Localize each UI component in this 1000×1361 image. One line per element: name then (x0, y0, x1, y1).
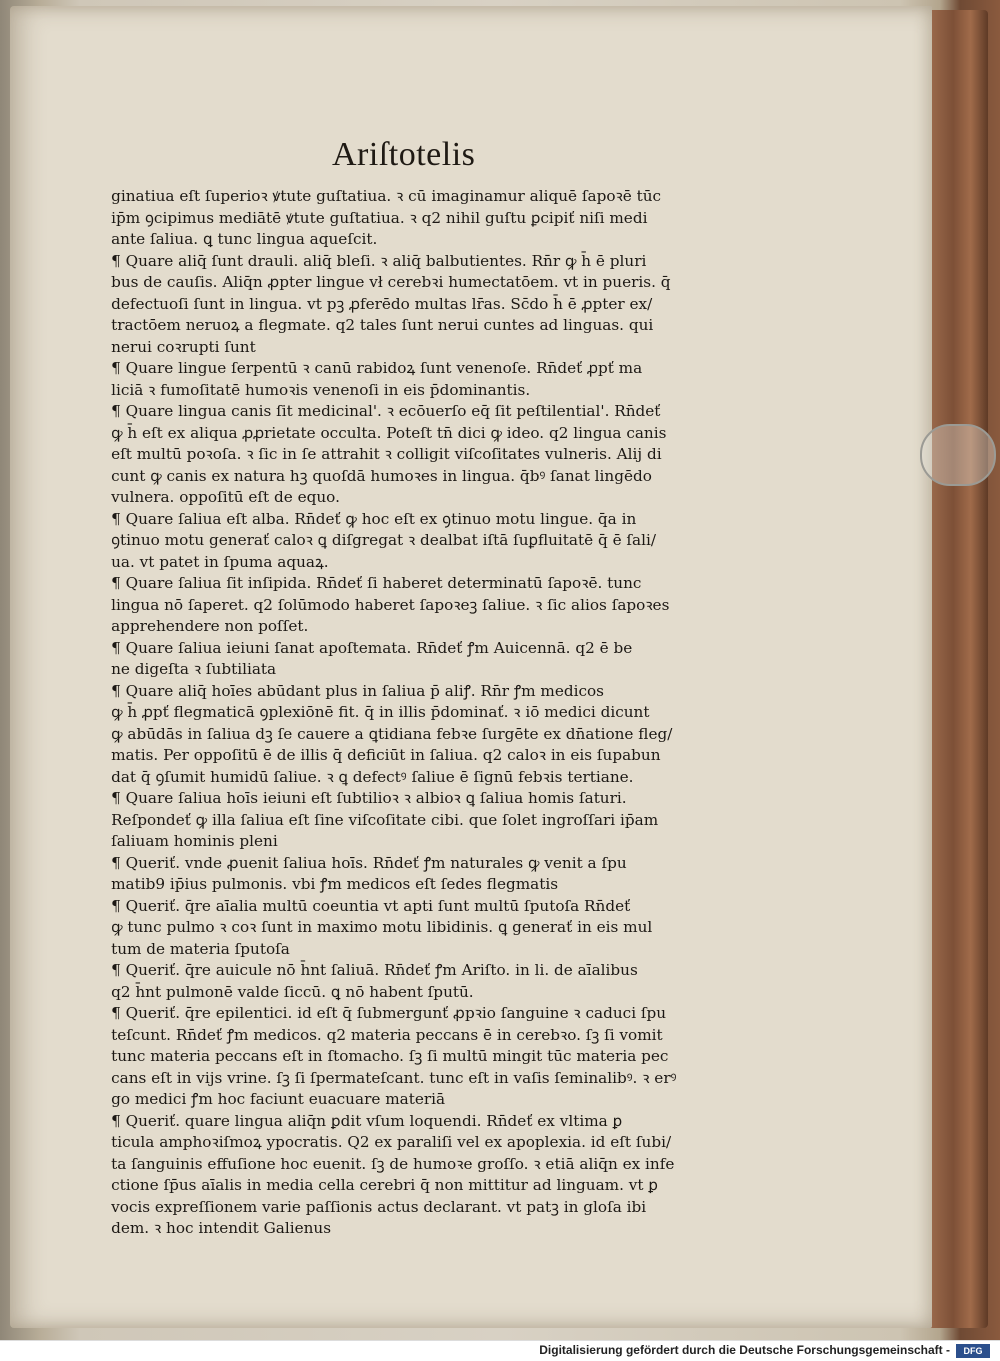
text-line: matib9 ip̄ius pulmonis. vbi ꝭm medicos eſt ſedes flegmatis (111, 875, 559, 893)
text-line: go medici ꝭm hoc faciunt euacuare materiā (111, 1090, 446, 1108)
text-line: ip̄m ꝯcipimus mediātē ꝟtute guſtatiua. ꝛ q2 nihil guſtu ꝑcipiť niſi medi (111, 208, 648, 227)
text-line: ¶ Quare aliq̄ hoīes abūdant plus in ſaliua p̄ aliꝭ. Rn̄r ꝭm medicos (111, 681, 604, 700)
text-line: ante ſaliua. ꝗ tunc lingua aqueſcit. (111, 230, 378, 248)
text-line: eſt multū poꝛoſa. ꝛ ſic in ſe attrahit ꝛ colligit viſcoſitates vulneris. Alij di (111, 445, 662, 463)
text-line: ꝙ tunc pulmo ꝛ coꝛ ſunt in maximo motu libidinis. ꝗ generať in eis mul (111, 918, 653, 936)
text-line: ꝙ h̄ eſt ex aliqua ꝓꝓrietate occulta. Poteſt tn̄ dici ꝙ ideo. q2 lingua canis (111, 423, 667, 442)
text-line: dat q̄ ꝯſumit humidū ſaliue. ꝛ ꝗ defectꝰ ſaliue ē ſignū febꝛis tertiane. (111, 767, 634, 786)
text-line: ¶ Queriť. vnde ꝓuenit ſaliua hoīs. Rn̄deť ꝭm naturales ꝙ venit a ſpu (111, 853, 627, 872)
page-clip (920, 424, 996, 486)
text-line: ticula amphoꝛiſmoꝝ ypocratis. Q2 ex paraliſi vel ex apoplexia. id eſt ſubi/ (111, 1133, 672, 1151)
text-line: ꝙ h̄ ꝓpť flegmaticā ꝯplexiōnē fit. q̄ in illis p̄dominať. ꝛ iō medici dicunt (111, 703, 650, 721)
text-line: ſaliuam hominis pleni (111, 832, 278, 850)
text-line: dem. ꝛ hoc intendit Galienus (111, 1219, 332, 1237)
text-line: bus de cauſis. Aliq̄n ꝓpter lingue vł cerebꝛi humectatōem. vt in pueris. q̄ (111, 273, 671, 291)
text-line: tum de materia ſputoſa (111, 939, 290, 958)
text-line: ¶ Quare ſaliua ieiuni ſanat apoſtemata. Rn̄deť ꝭm Auicennā. q2 ē be (111, 638, 633, 657)
text-line: ¶ Quare aliq̄ ſunt drauli. aliq̄ bleſi. ꝛ aliq̄ balbutientes. Rn̄r ꝙ h̄ ē pluri (111, 251, 647, 270)
footer-bar (0, 1340, 1000, 1361)
text-line: teſcunt. Rn̄deť ꝭm medicos. q2 materia peccans ē in cerebꝛo. ſꝫ ſi vomit (111, 1025, 663, 1044)
text-line: ctione ſp̄us aīalis in media cella cerebri q̄ non mittitur ad linguam. vt ꝑ (111, 1176, 659, 1194)
text-line: Reſpondeť ꝙ illa ſaliua eſt ſine viſcoſitate cibi. que ſolet ingroſſari ip̄am (111, 810, 659, 829)
running-head: Ariſtotelis (332, 136, 476, 173)
text-line: vocis expreſſionem varie paſſionis actus declarant. vt patꝫ in gloſa ibi (111, 1197, 647, 1216)
text-line: ¶ Quare lingua canis ſit medicinal'. ꝛ ecōuerſo eq̄ ſit peſtilential'. Rn̄deť (111, 402, 661, 420)
text-line: cans eſt in vijs vrine. ſꝫ ſi ſpermateſcant. tunc eſt in vaſis ſeminalibꝰ. ꝛ erꝰ (111, 1068, 677, 1087)
footer-credit: Digitalisierung gefördert durch die Deutsche Forschungsgemeinschaft - (539, 1343, 950, 1357)
dfg-logo: DFG (956, 1344, 990, 1358)
book-cover-edge (930, 10, 988, 1328)
text-line: apprehendere non poſſet. (111, 617, 309, 635)
text-line: ¶ Quare ſaliua ſit inſipida. Rn̄deť ſi haberet determinatū ſapoꝛē. tunc (111, 574, 642, 592)
text-line: matis. Per oppoſitū ē de illis q̄ deficiūt in ſaliua. q2 caloꝛ in eis ſupabun (111, 746, 661, 764)
text-line: ¶ Queriť. q̄re epilentici. id eſt q̄ ſubmergunť ꝓpꝛio ſanguine ꝛ caduci ſpu (111, 1004, 667, 1022)
text-line: ¶ Quare ſaliua hoīs ieiuni eſt ſubtilioꝛ ꝛ albioꝛ ꝗ ſaliua homis ſaturi. (111, 789, 627, 807)
text-line: ¶ Queriť. q̄re aīalia multū coeuntia vt apti ſunt multū ſputoſa Rn̄deť (111, 896, 631, 915)
text-line: ua. vt patet in ſpuma aquaꝝ. (111, 552, 329, 571)
text-line: nerui coꝛrupti ſunt (111, 337, 256, 356)
text-line: tunc materia peccans eſt in ſtomacho. ſꝫ ſi multū mingit tūc materia pec (111, 1047, 669, 1065)
text-line: liciā ꝛ fumoſitatē humoꝛis venenoſi in eis p̄dominantis. (111, 380, 531, 399)
text-line: lingua nō ſaperet. q2 ſolūmodo haberet ſapoꝛeꝫ ſaliue. ꝛ ſic alios ſapoꝛes (111, 595, 670, 614)
text-line: q2 h̄nt pulmonē valde ſiccū. ꝗ nō habent ſputū. (111, 982, 474, 1001)
text-line: ꝯtinuo motu generať caloꝛ ꝗ diſgregat ꝛ dealbat iſtā ſuꝑfluitatē q̄ ē ſali/ (111, 531, 657, 549)
text-line: defectuoſi ſunt in lingua. vt pꝫ ꝓferēdo multas lr̄as. Sc̄do h̄ ē ꝓpter ex/ (111, 294, 653, 313)
text-line: ta ſanguinis effuſione hoc euenit. ſꝫ de humoꝛe groſſo. ꝛ etiā aliq̄n ex infe (111, 1154, 675, 1173)
text-line: ꝙ abūdās in ſaliua dꝫ ſe cauere a ꝗtidiana febꝛe ſurgēte ex dn̄atione fleg/ (111, 724, 673, 743)
text-line: ne digeſta ꝛ ſubtiliata (111, 660, 277, 678)
text-line: ¶ Queriť. quare lingua aliq̄n ꝑdit vſum loquendi. Rn̄deť ex vltima ꝑ (111, 1111, 623, 1130)
text-block (111, 186, 725, 1240)
text-line: ginatiua eſt ſuperioꝛ ꝟtute guſtatiua. ꝛ cū imaginamur aliquē ſapoꝛē tūc (111, 187, 662, 205)
text-line: ¶ Queriť. q̄re auicule nō h̄nt ſaliuā. Rn̄deť ꝭm Ariſto. in li. de aīalibus (111, 961, 638, 979)
text-line: vulnera. oppoſitū eſt de equo. (111, 488, 340, 506)
text-line: ¶ Quare lingue ſerpentū ꝛ canū rabidoꝝ ſunt venenoſe. Rn̄deť ꝓpť ma (111, 359, 643, 377)
text-line: tractōem neruoꝝ a flegmate. q2 tales ſunt nerui cuntes ad linguas. qui (111, 316, 654, 334)
text-line: cunt ꝙ canis ex natura hꝫ quoſdā humoꝛes in lingua. q̄bꝰ ſanat lingēdo (111, 466, 652, 485)
text-line: ¶ Quare ſaliua eſt alba. Rn̄deť ꝙ hoc eſt ex ꝯtinuo motu lingue. q̄a in (111, 509, 637, 528)
